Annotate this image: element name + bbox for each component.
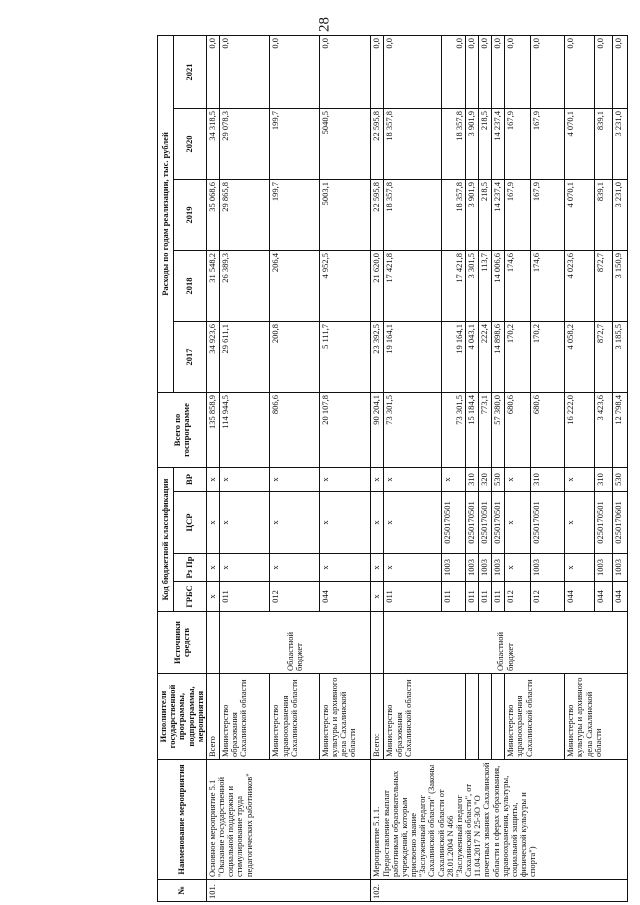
cell-csr: 0250170501 [595,492,612,554]
cell-2021: 0,0 [479,35,492,108]
cell-2021: 0,0 [530,35,564,108]
cell-grbs: 011 [219,582,269,612]
cell-total: 16 222,0 [565,393,595,468]
cell-2017: 29 611,1 [219,322,269,393]
header-year-2021: 2021 [173,35,206,108]
cell-vr: x [206,468,219,492]
cell-rzpr: x [270,554,319,582]
cell-2019: 22 595,8 [371,180,384,251]
cell-csr: 0250170501 [530,492,564,554]
header-total: Всего по госпрограмме [158,393,207,468]
cell-2018: 174,6 [530,251,564,322]
cell-vr: x [442,468,466,492]
cell-2019: 29 865,8 [219,180,269,251]
cell-2021: 0,0 [219,35,269,108]
header-vr: ВР [173,468,206,492]
cell-2020: 3 901,9 [466,109,479,180]
row-name: Мероприятие 5.1.1. Предоставление выплат работникам образовательных учреждений, которым присвоено звание "Заслуженный педагог Сахалинской области" (Законы Сахалинской области от 28.01.2004 N 466 "Заслуженный педагог Сахалинской области", от 11.04.2017 N 25-ЗО "О почетных званиях Сахалинской области в сферах образования, здравоохранения, культуры, социальной защиты, физической культуры и спорта") [371,760,627,880]
cell-2019: 167,9 [530,180,564,251]
cell-csr: x [319,492,371,554]
cell-2018: 3 150,9 [612,251,627,322]
cell-2020: 167,9 [530,109,564,180]
cell-2021: 0,0 [371,35,384,108]
row-source: Областной бюджет [219,612,370,674]
cell-2018: 206,4 [270,251,319,322]
cell-rzpr: 1003 [479,554,492,582]
cell-2020: 218,5 [479,109,492,180]
cell-csr: 0250170501 [492,492,505,554]
cell-rzpr: 1003 [466,554,479,582]
cell-2019: 18 357,8 [384,180,442,251]
cell-grbs: 011 [479,582,492,612]
cell-csr: 0250170501 [442,492,466,554]
cell-2020: 18 357,8 [384,109,442,180]
cell-2021: 0,0 [384,35,442,108]
cell-2019: 3 231,0 [612,180,627,251]
cell-2017: 872,7 [595,322,612,393]
cell-total: 90 204,1 [371,393,384,468]
cell-grbs: x [206,582,219,612]
cell-vr: x [319,468,371,492]
cell-2018: 31 548,2 [206,251,219,322]
row-num: 102. [371,880,627,902]
cell-csr: 0250170501 [479,492,492,554]
cell-grbs: 044 [612,582,627,612]
cell-2017: 200,8 [270,322,319,393]
cell-vr: 310 [530,468,564,492]
budget-table [157,35,628,902]
cell-rzpr: 1003 [530,554,564,582]
cell-total: 15 184,4 [466,393,479,468]
cell-csr: x [371,492,384,554]
cell-2018: 17 421,8 [442,251,466,322]
cell-2018: 872,7 [595,251,612,322]
cell-total: 135 858,9 [206,393,219,468]
cell-2017: 3 185,5 [612,322,627,393]
cell-rzpr: x [371,554,384,582]
cell-grbs: 012 [270,582,319,612]
header-num: № [158,880,207,902]
cell-grbs: x [371,582,384,612]
cell-2020: 29 078,3 [219,109,269,180]
cell-grbs: 044 [595,582,612,612]
cell-2017: 4 043,1 [466,322,479,393]
cell-2017: 19 164,1 [384,322,442,393]
cell-vr: 310 [595,468,612,492]
cell-rzpr: x [505,554,531,582]
cell-2017: 4 058,2 [565,322,595,393]
cell-2021: 0,0 [505,35,531,108]
header-rzpr: Рз Пр [173,554,206,582]
table-viewport [157,36,623,902]
cell-2017: 170,2 [530,322,564,393]
cell-total: 73 301,5 [384,393,442,468]
cell-vr: x [505,468,531,492]
cell-2020: 167,9 [505,109,531,180]
cell-rzpr: x [384,554,442,582]
row-executor: Министерство здравоохранения Сахалинской области [270,674,319,760]
cell-vr: x [371,468,384,492]
cell-2017: 5 111,7 [319,322,371,393]
row-executor: Министерство здравоохранения Сахалинской области [505,674,565,760]
header-expenses: Расходы по годам реализации, тыс. рублей [158,35,174,392]
cell-csr: x [270,492,319,554]
header-name: Наименование мероприятия [158,760,207,880]
cell-csr: x [219,492,269,554]
cell-grbs: 011 [492,582,505,612]
cell-rzpr: 1003 [595,554,612,582]
header-grbs: ГРБС [173,582,206,612]
cell-grbs: 011 [384,582,442,612]
row-name: Основное мероприятие 5.1 "Оказание государственной социальной поддержки и стимулирование труда педагогических работников" [206,760,370,880]
header-executor: Исполнители государственной программы, подпрограммы, мероприятия [158,674,207,760]
header-year-2017: 2017 [173,322,206,393]
cell-total: 114 944,5 [219,393,269,468]
cell-2021: 0,0 [206,35,219,108]
header-year-2019: 2019 [173,180,206,251]
cell-2021: 0,0 [612,35,627,108]
cell-total: 806,6 [270,393,319,468]
cell-total: 773,1 [479,393,492,468]
cell-2018: 17 421,8 [384,251,442,322]
row-executor: Министерство культуры и архивного дела Сахалинской области [565,674,627,760]
cell-2017: 34 923,6 [206,322,219,393]
cell-rzpr: x [219,554,269,582]
cell-total: 12 798,4 [612,393,627,468]
row-executor [492,674,505,760]
cell-2020: 3 231,0 [612,109,627,180]
cell-2017: 222,4 [479,322,492,393]
cell-rzpr: 1003 [612,554,627,582]
cell-2019: 5003,1 [319,180,371,251]
header-source: Источники средств [158,612,207,674]
cell-2017: 23 392,5 [371,322,384,393]
cell-total: 20 107,8 [319,393,371,468]
cell-2021: 0,0 [595,35,612,108]
header-year-2020: 2020 [173,109,206,180]
cell-vr: 320 [479,468,492,492]
cell-total: 680,6 [530,393,564,468]
cell-vr: x [270,468,319,492]
cell-total: 73 301,5 [442,393,466,468]
page-number: 28 [316,17,333,32]
cell-csr: x [206,492,219,554]
row-executor: Министерство культуры и архивного дела Сахалинской области [319,674,371,760]
header-year-2018: 2018 [173,251,206,322]
row-source [206,612,219,674]
cell-rzpr: 1003 [442,554,466,582]
cell-2017: 170,2 [505,322,531,393]
cell-grbs: 012 [530,582,564,612]
cell-2019: 199,7 [270,180,319,251]
cell-2019: 839,1 [595,180,612,251]
row-executor: Министерство образования Сахалинской области [384,674,466,760]
header-budget-code: Код бюджетной классификации [158,468,174,612]
cell-csr: x [565,492,595,554]
cell-rzpr: x [206,554,219,582]
cell-vr: 530 [612,468,627,492]
cell-2019: 35 068,6 [206,180,219,251]
cell-2020: 5040,5 [319,109,371,180]
cell-vr: x [219,468,269,492]
cell-vr: x [565,468,595,492]
row-source [371,612,384,674]
cell-2017: 14 898,6 [492,322,505,393]
cell-vr: x [384,468,442,492]
cell-2021: 0,0 [565,35,595,108]
cell-total: 3 423,6 [595,393,612,468]
cell-grbs: 044 [565,582,595,612]
cell-grbs: 011 [466,582,479,612]
cell-total: 680,6 [505,393,531,468]
cell-2021: 0,0 [270,35,319,108]
cell-2019: 3 901,9 [466,180,479,251]
header-csr: ЦСР [173,492,206,554]
row-executor [466,674,479,760]
cell-csr: x [384,492,442,554]
cell-vr: 530 [492,468,505,492]
cell-2019: 14 237,4 [492,180,505,251]
cell-2018: 174,6 [505,251,531,322]
cell-2019: 18 357,8 [442,180,466,251]
cell-2018: 4 952,5 [319,251,371,322]
row-executor: Всего: [371,674,384,760]
row-executor: Всего [206,674,219,760]
row-source: Областной бюджет [384,612,627,674]
cell-2018: 21 620,0 [371,251,384,322]
cell-rzpr: 1003 [492,554,505,582]
cell-2020: 839,1 [595,109,612,180]
cell-2019: 167,9 [505,180,531,251]
cell-grbs: 044 [319,582,371,612]
cell-2020: 199,7 [270,109,319,180]
cell-grbs: 011 [442,582,466,612]
cell-csr: x [505,492,531,554]
cell-total: 57 380,0 [492,393,505,468]
cell-csr: 0250170501 [466,492,479,554]
row-executor: Министерство образования Сахалинской области [219,674,269,760]
cell-2018: 14 006,6 [492,251,505,322]
cell-2018: 26 389,3 [219,251,269,322]
cell-2020: 14 237,4 [492,109,505,180]
cell-2020: 34 318,5 [206,109,219,180]
cell-2020: 18 357,8 [442,109,466,180]
cell-csr: 0250170601 [612,492,627,554]
cell-2018: 4 023,6 [565,251,595,322]
cell-2021: 0,0 [492,35,505,108]
cell-2021: 0,0 [319,35,371,108]
cell-2021: 0,0 [466,35,479,108]
cell-rzpr: x [565,554,595,582]
row-num: 101. [206,880,370,902]
cell-2018: 3 301,5 [466,251,479,322]
cell-grbs: 012 [505,582,531,612]
cell-vr: 310 [466,468,479,492]
cell-2020: 4 070,1 [565,109,595,180]
cell-2021: 0,0 [442,35,466,108]
rotated-table-container [157,36,623,902]
cell-2017: 19 164,1 [442,322,466,393]
cell-rzpr: x [319,554,371,582]
cell-2020: 22 595,8 [371,109,384,180]
row-executor [479,674,492,760]
cell-2019: 4 070,1 [565,180,595,251]
cell-2018: 113,7 [479,251,492,322]
cell-2019: 218,5 [479,180,492,251]
